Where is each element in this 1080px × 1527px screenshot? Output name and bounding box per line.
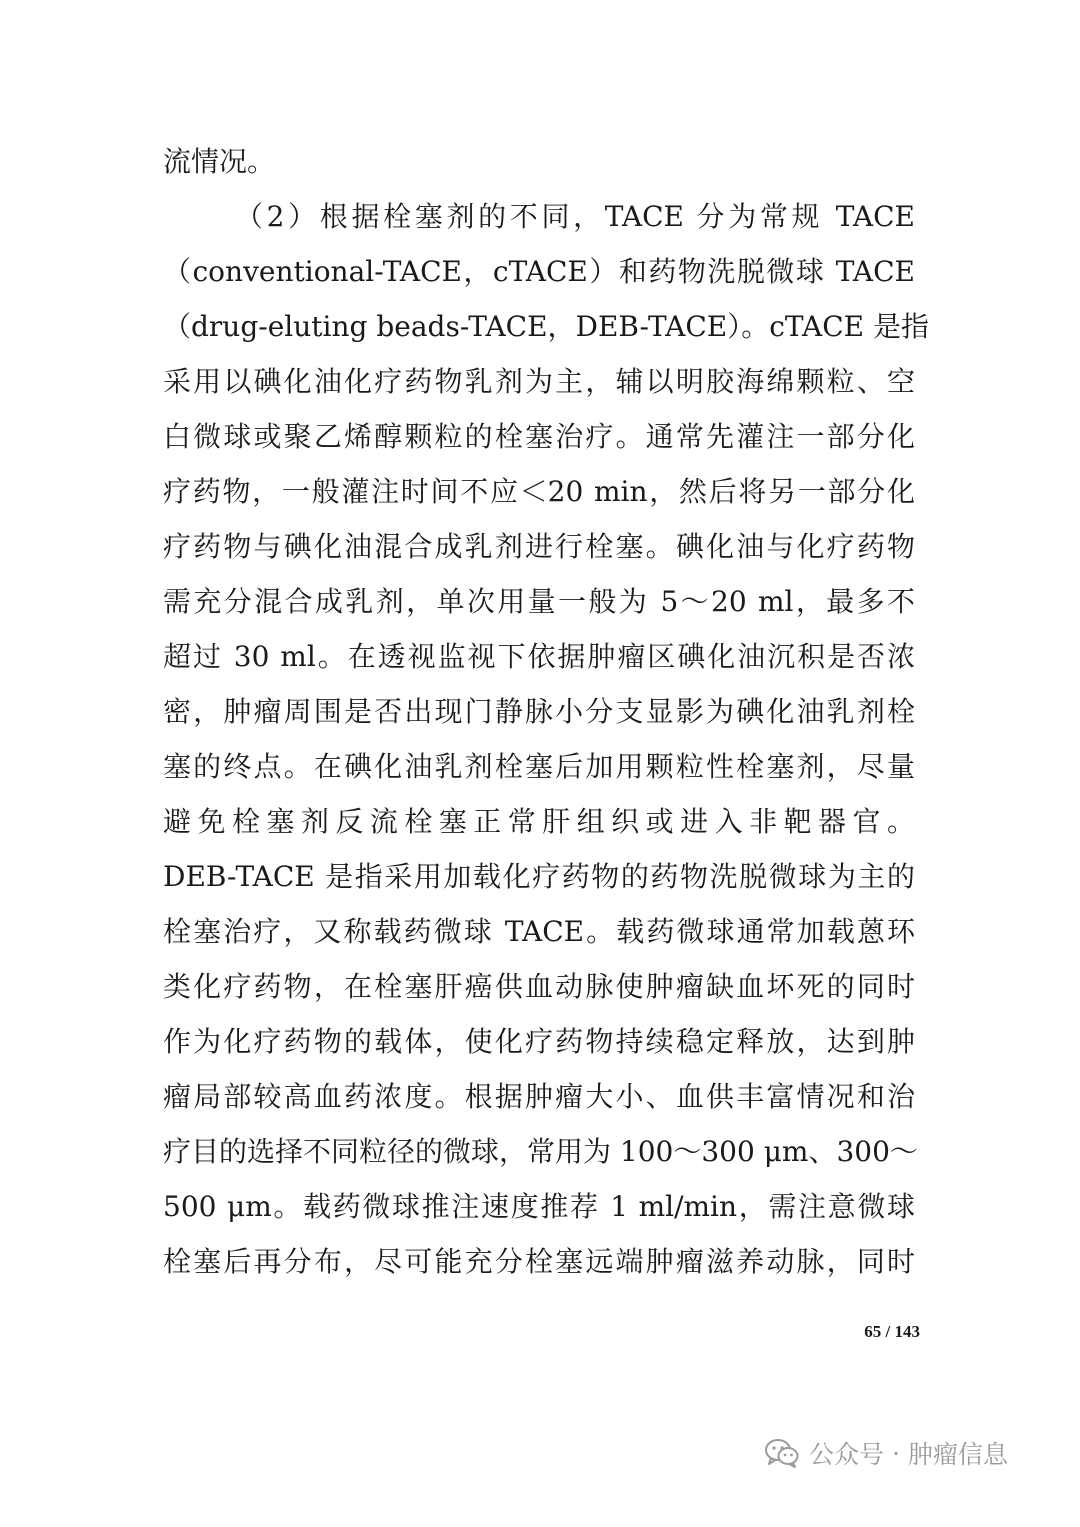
text-line: 采用以碘化油化疗药物乳剂为主，辅以明胶海绵颗粒、空 <box>163 365 915 398</box>
text-line: （drug-eluting beads-TACE，DEB-TACE）。cTACE 是指 <box>163 310 930 343</box>
text-line: 栓塞后再分布，尽可能充分栓塞远端肿瘤滋养动脉，同时 <box>163 1245 915 1278</box>
watermark-separator: · <box>892 1438 900 1468</box>
text-line: 栓塞治疗，又称载药微球 TACE。载药微球通常加载蒽环 <box>163 915 915 948</box>
text-line: 500 μm。载药微球推注速度推荐 1 ml/min，需注意微球 <box>163 1190 915 1223</box>
text-line: 超过 30 ml。在透视监视下依据肿瘤区碘化油沉积是否浓 <box>163 640 915 673</box>
page-number: 65 / 143 <box>864 1322 920 1341</box>
text-line: 需充分混合成乳剂，单次用量一般为 5～20 ml，最多不 <box>163 585 915 618</box>
text-line: 类化疗药物，在栓塞肝癌供血动脉使肿瘤缺血坏死的同时 <box>163 970 915 1003</box>
text-line: 避免栓塞剂反流栓塞正常肝组织或进入非靶器官。 <box>163 805 915 838</box>
text-line: 白微球或聚乙烯醇颗粒的栓塞治疗。通常先灌注一部分化 <box>163 420 915 453</box>
text-line: 疗药物，一般灌注时间不应＜20 min，然后将另一部分化 <box>163 475 915 508</box>
text-line: 密，肿瘤周围是否出现门静脉小分支显影为碘化油乳剂栓 <box>163 695 915 728</box>
text-line: 流情况。 <box>163 145 276 178</box>
watermark-label: 公众号 <box>809 1440 885 1469</box>
text-line: 疗目的选择不同粒径的微球，常用为 100～300 μm、300～ <box>163 1135 918 1168</box>
text-line: （conventional-TACE，cTACE）和药物洗脱微球 TACE <box>163 255 915 288</box>
watermark <box>765 1431 1008 1475</box>
body-text <box>163 134 930 1289</box>
text-line: 瘤局部较高血药浓度。根据肿瘤大小、血供丰富情况和治 <box>163 1080 915 1113</box>
text-line: （2）根据栓塞剂的不同，TACE 分为常规 TACE <box>235 200 915 233</box>
text-line: 塞的终点。在碘化油乳剂栓塞后加用颗粒性栓塞剂，尽量 <box>163 750 915 783</box>
wechat-icon <box>765 1438 799 1468</box>
watermark-account-name: 肿瘤信息 <box>907 1440 1008 1469</box>
text-line: 作为化疗药物的载体，使化疗药物持续稳定释放，达到肿 <box>163 1025 915 1058</box>
text-line: DEB-TACE 是指采用加载化疗药物的药物洗脱微球为主的 <box>163 860 915 893</box>
text-line: 疗药物与碘化油混合成乳剂进行栓塞。碘化油与化疗药物 <box>163 530 915 563</box>
